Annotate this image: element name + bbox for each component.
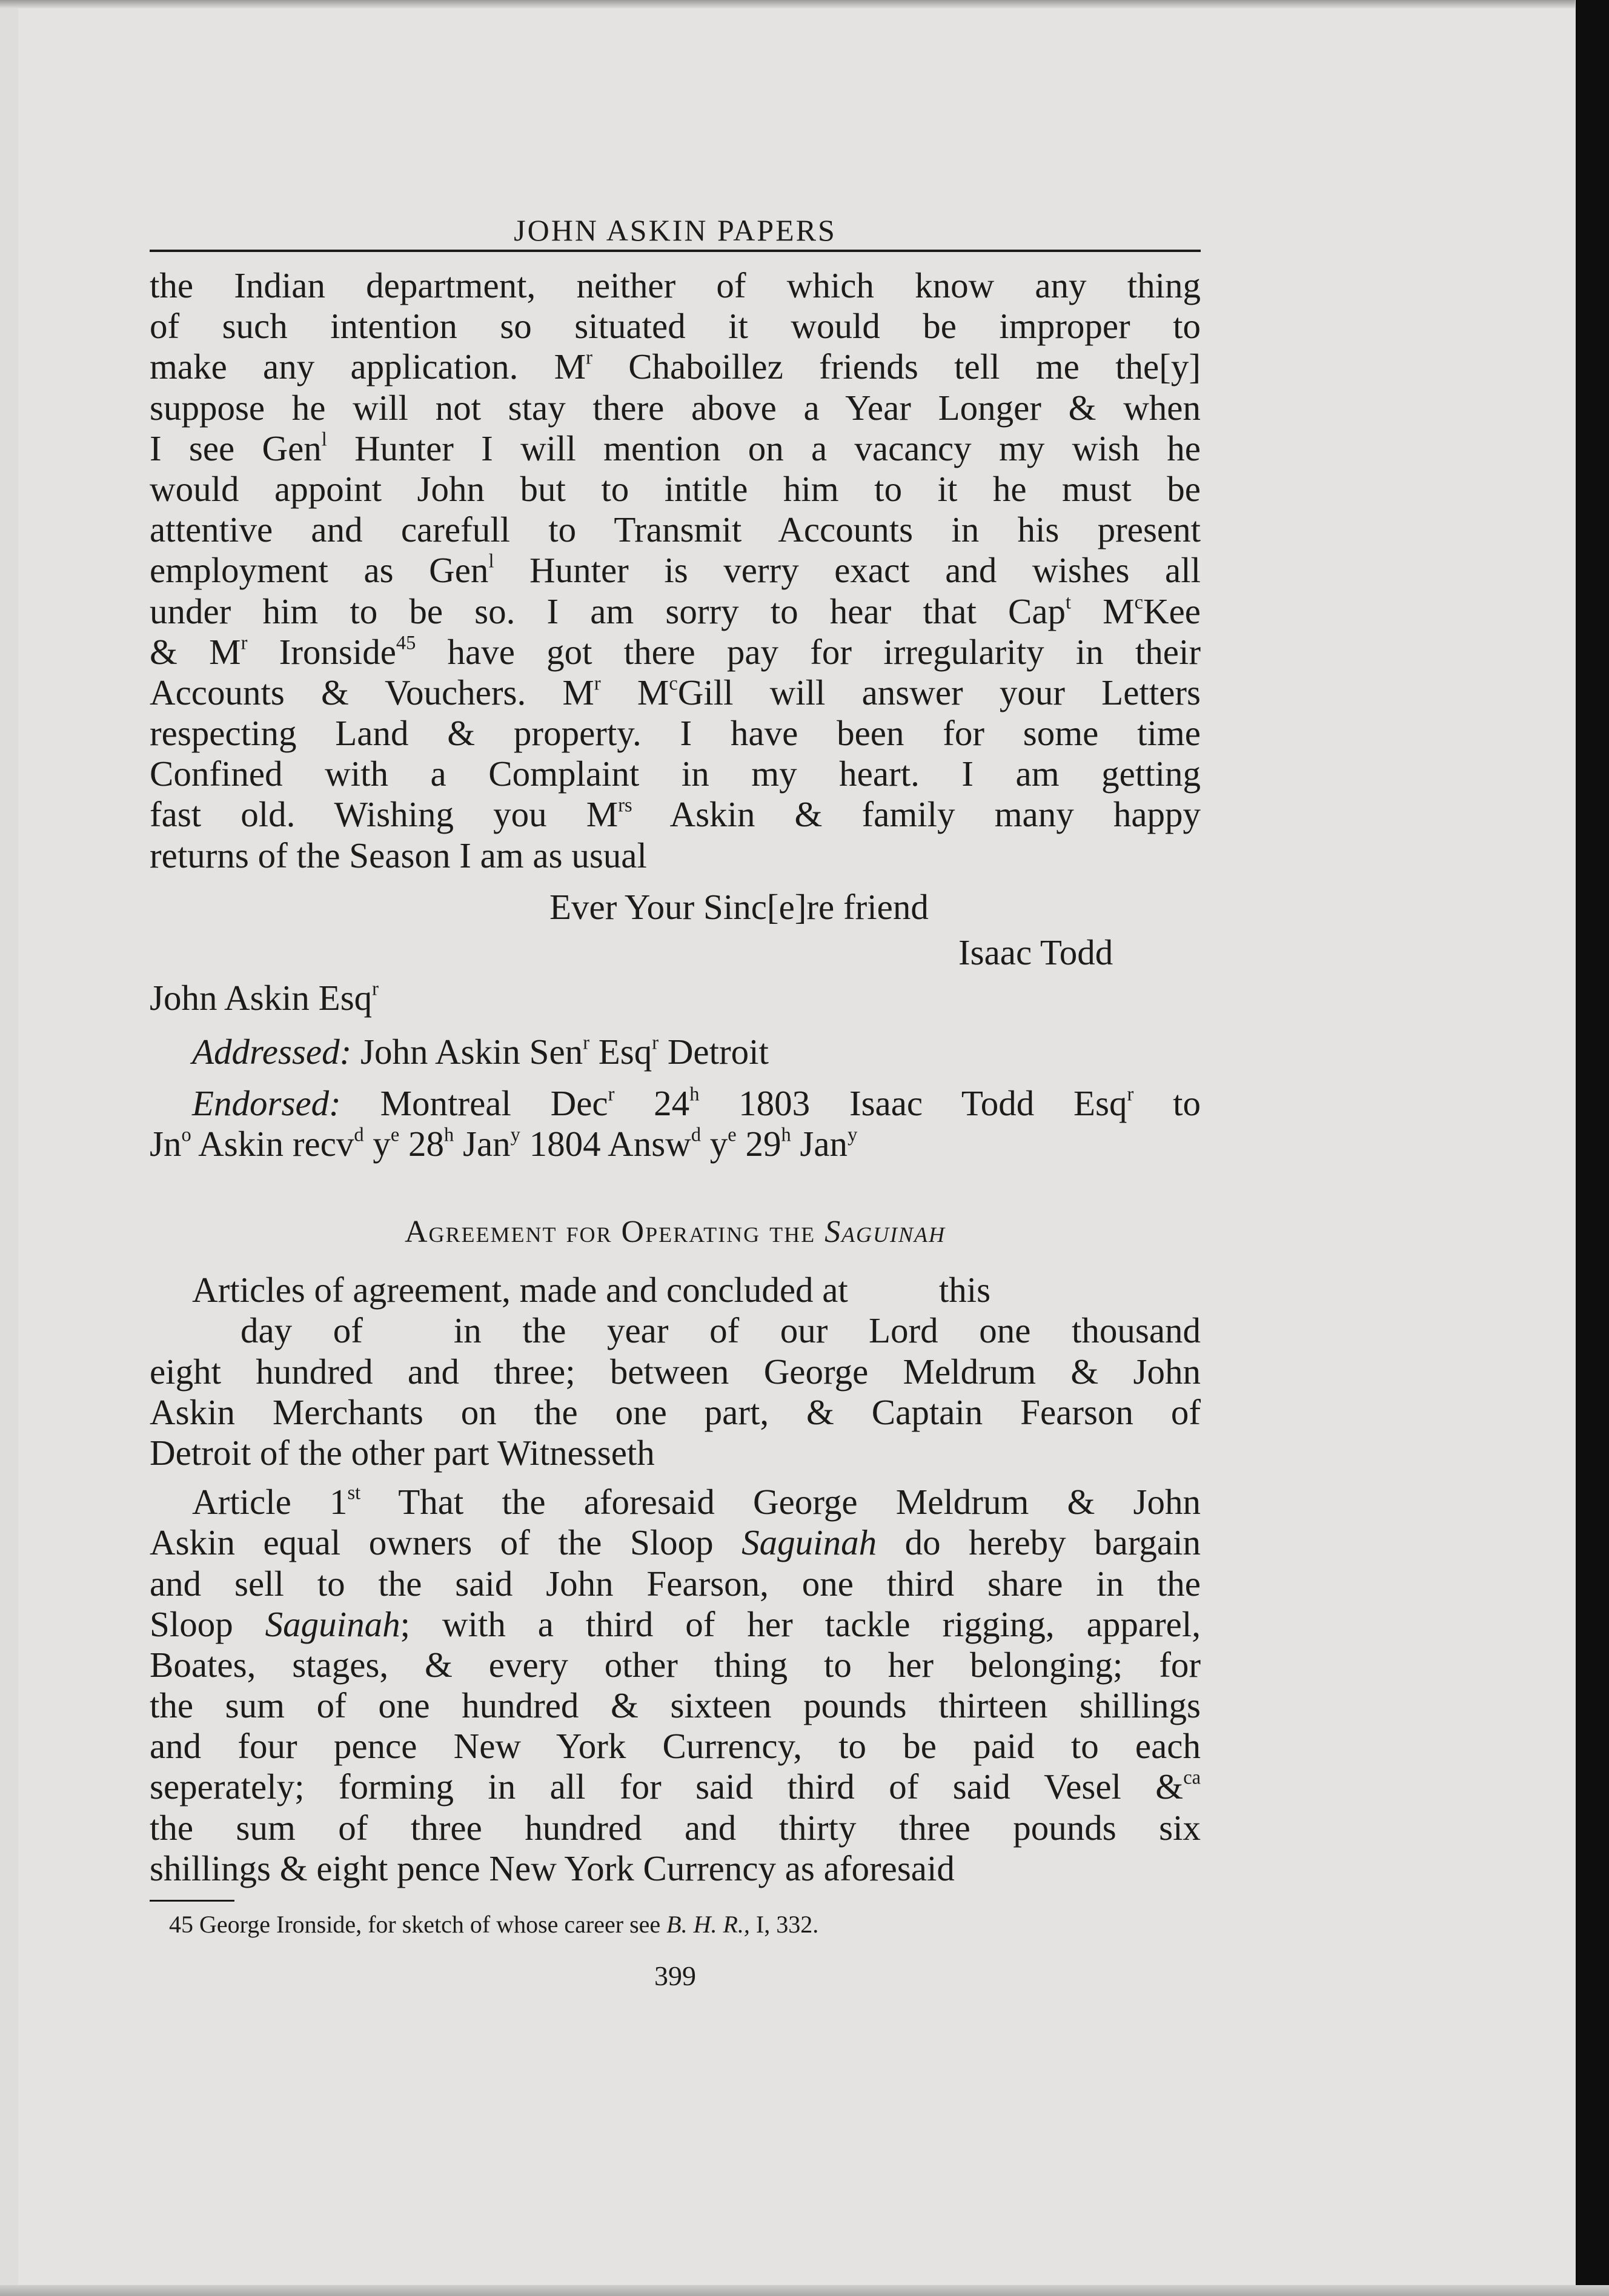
agreement-line: eight hundred and three; between George Meldrum & John	[150, 1351, 1201, 1392]
letter-line: attentive and carefull to Transmit Accounts in his present	[150, 509, 1201, 550]
footnote-source: B. H. R.,	[666, 1911, 750, 1938]
article-line: the sum of one hundred & sixteen pounds thirteen shillings	[150, 1685, 1201, 1726]
article-line: Boates, stages, & every other thing to her belonging; for	[150, 1644, 1201, 1685]
page-right-edge	[1576, 0, 1609, 2296]
letter-line: Accounts & Vouchers. $M^r$ $M^cGill$ will answer your Letters	[150, 672, 1201, 712]
running-head: JOHN ASKIN PAPERS	[514, 213, 837, 247]
letter-line: make any application. $M^r$ Chaboillez friends tell me the[y]	[150, 347, 1201, 387]
letter-closing: Ever Your Sinc[e]re friend	[549, 886, 929, 927]
article-line: and four pence New York Currency, to be paid to each	[150, 1726, 1201, 1767]
letter-line: I see Gen$^l$ Hunter I will mention on a vacancy my wish he	[150, 428, 1201, 468]
letter-line: suppose he will not stay there above a Year Longer & when	[150, 387, 1201, 428]
endorsed-note	[150, 1083, 1201, 1164]
page-number: 399	[654, 1960, 696, 1991]
letter-line: of such intention so situated it would be improper to	[150, 306, 1201, 347]
endorsed-line: Endorsed: Montreal Dec$^r$ 24$^h$ 1803 Isaac Todd Esq$^r$ to	[192, 1083, 1201, 1123]
running-head-rule	[150, 250, 1201, 252]
section-heading: Agreement for Operating the Saguinah	[404, 1215, 946, 1250]
letter-line: returns of the Season I am as usual	[150, 835, 647, 875]
agreement-line: day of in the year of our Lord one thousand	[241, 1310, 1201, 1351]
letter-signature: Isaac Todd	[958, 932, 1113, 972]
endorsed-label: Endorsed:	[192, 1083, 341, 1123]
letter-line: under him to be so. I am sorry to hear that Cap$^t$ $M^cKee$	[150, 591, 1201, 631]
article-line: seperately; forming in all for said third of said Vesel &$^{ca}$	[150, 1767, 1201, 1807]
footnote-number: 45	[169, 1911, 193, 1938]
ship-name: Saguinah	[824, 1215, 946, 1250]
article-line: Sloop Saguinah; with a third of her tackle rigging, apparel,	[150, 1604, 1201, 1644]
footnote-reference: 45	[396, 632, 416, 654]
footnote: 45 George Ironside, for sketch of whose career see B. H. R., I, 332.	[169, 1911, 819, 1938]
endorsed-line: Jn$^o$ Askin recv$^d$ $y^e$ 28$^h$ Jan$^y$ 1804 Answ$^d$ $y^e$ 29$^h$ Jan$^y$	[150, 1124, 858, 1164]
letter-body	[150, 265, 1201, 876]
addressed-note: Addressed: John Askin Sen$^r$ Esq$^r$ Detroit	[192, 1031, 769, 1072]
article-line: and sell to the said John Fearson, one third share in the	[150, 1563, 1201, 1604]
letter-line: the Indian department, neither of which know any thing	[150, 265, 1201, 305]
ship-name: Saguinah	[741, 1522, 877, 1563]
letter-recipient: John Askin Esq$^r$	[150, 977, 379, 1018]
agreement-line: Articles of agreement, made and concluded at this	[192, 1270, 991, 1310]
page-bottom-edge	[0, 2285, 1609, 2296]
article-one	[150, 1482, 1201, 1889]
letter-line: would appoint John but to intitle him to it he must be	[150, 468, 1201, 509]
letter-line: Confined with a Complaint in my heart. I am getting	[150, 754, 1201, 794]
agreement-line: Askin Merchants on the one part, & Captain Fearson of	[150, 1392, 1201, 1432]
article-line: Article 1st That the aforesaid George Meldrum & John	[192, 1482, 1201, 1522]
article-line: Askin equal owners of the Sloop Saguinah do hereby bargain	[150, 1522, 1201, 1563]
article-line: shillings & eight pence New York Currency as aforesaid	[150, 1848, 955, 1888]
article-line: the sum of three hundred and thirty three pounds six	[150, 1807, 1201, 1848]
letter-line: fast old. Wishing you $M^{rs}$ Askin & family many happy	[150, 794, 1201, 835]
footnote-rule	[150, 1900, 234, 1902]
letter-line: & $M^r$ Ironside$^{45}$ have got there pay for irregularity in their	[150, 631, 1201, 672]
page-top-edge	[0, 0, 1575, 8]
page-content	[150, 212, 1201, 1992]
letter-line: respecting Land & property. I have been for some time	[150, 713, 1201, 754]
addressed-label: Addressed:	[192, 1031, 352, 1072]
ship-name: Saguinah	[265, 1604, 400, 1644]
letter-line: employment as Gen$^l$ Hunter is verry exact and wishes all	[150, 550, 1201, 591]
agreement-line: Detroit of the other part Witnesseth	[150, 1432, 655, 1473]
agreement-preamble	[150, 1270, 1201, 1473]
